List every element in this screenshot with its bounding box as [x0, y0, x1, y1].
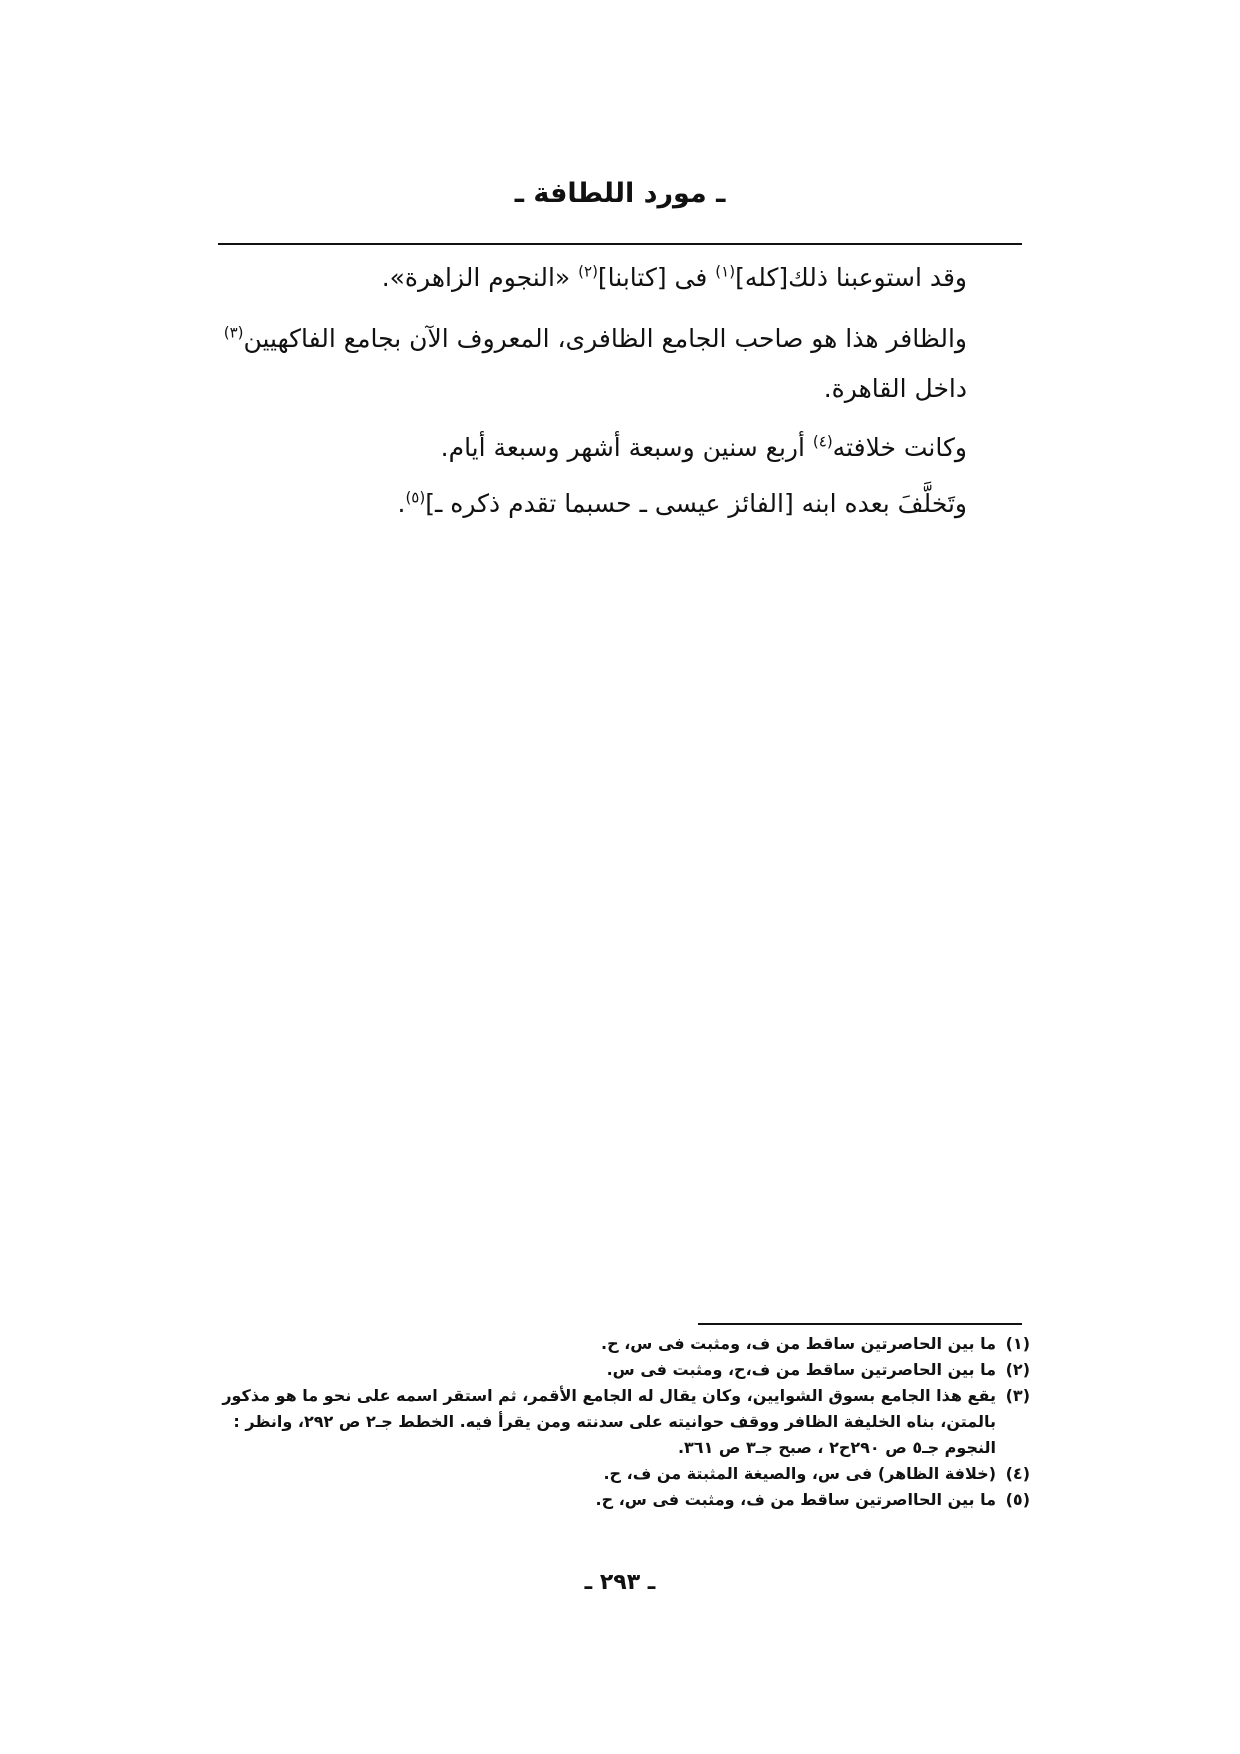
- main-text: [215, 258, 1025, 540]
- footnotes: [218, 1331, 1030, 1513]
- paragraph-2-part-b: داخل القاهرة.: [823, 374, 967, 403]
- footnote: [218, 1383, 1030, 1461]
- footnote-ref-2: (٢): [578, 262, 598, 281]
- footnote-number: (٢): [1005, 1360, 1030, 1379]
- footnote-ref-1: (١): [715, 262, 736, 281]
- page-number: ـ ٢٩٣ ـ: [584, 1570, 656, 1595]
- footnote-text: ما بين الحاصرتين ساقط من ف، ومثبت فى س، ح.: [601, 1334, 996, 1353]
- footnote-number: (٤): [1005, 1464, 1030, 1483]
- footnote-text: يقع هذا الجامع بسوق الشوايين، وكان يقال له الجامع الأقمر، ثم استقر اسمه على نحو ما هو مذكور بالمتن، بناه الخليفة الظافر ووقف حوانيته على سدنته ومن يقرأ فيه. الخطط جـ٢ ص ٢٩٢، وانظر : النجوم جـ٥ ص ٢٩٠ح٢ ، صبح جـ٣ ص ٣٦١.: [222, 1386, 996, 1457]
- footnote-ref-5: (٥): [405, 488, 426, 507]
- footnote: [218, 1331, 1030, 1357]
- footnote: [218, 1461, 1030, 1487]
- footnote-number: (٣): [1005, 1386, 1030, 1405]
- paragraph-1-part-c: «النجوم الزاهرة».: [381, 263, 579, 292]
- paragraph-2: [215, 314, 1025, 414]
- footnote: [218, 1487, 1030, 1513]
- paragraph-2-part-a: والظافر هذا هو صاحب الجامع الظافرى، المعروف الآن بجامع الفاكهيين: [243, 324, 967, 353]
- paragraph-1: [215, 258, 1025, 314]
- paragraph-3-part-b: أربع سنين وسبعة أشهر وسبعة أيام.: [440, 433, 813, 462]
- running-header: ـ مورد اللطافة ـ: [514, 178, 726, 209]
- footnote-number: (٥): [1005, 1490, 1030, 1509]
- footnote-ref-3: (٣): [223, 323, 244, 342]
- paragraph-3-part-a: وكانت خلافته: [832, 433, 967, 462]
- paragraph-4: [215, 484, 1025, 540]
- header-divider: [218, 243, 1022, 245]
- footnote-text: ما بين الحاصرتين ساقط من ف،ح، ومثبت فى س.: [606, 1360, 996, 1379]
- paragraph-4-part-b: .: [397, 489, 406, 518]
- footnote-ref-4: (٤): [812, 432, 833, 451]
- paragraph-1-part-a: وقد استوعبنا ذلك[كله]: [735, 263, 967, 292]
- footnote-number: (١): [1005, 1334, 1030, 1353]
- footnote-divider: [698, 1323, 1022, 1325]
- footnote-text: (خلافة الظاهر) فى س، والصيغة المثبتة من ف، ح.: [603, 1464, 996, 1483]
- paragraph-1-part-b: فى [كتابنا]: [597, 263, 716, 292]
- footnote: [218, 1357, 1030, 1383]
- paragraph-4-part-a: وتَخلَّفَ بعده ابنه [الفائز عيسى ـ حسبما تقدم ذكره ـ]: [425, 489, 967, 518]
- footnote-text: ما بين الحااصرتين ساقط من ف، ومثبت فى س، ح.: [595, 1490, 996, 1509]
- paragraph-3: [215, 428, 1025, 484]
